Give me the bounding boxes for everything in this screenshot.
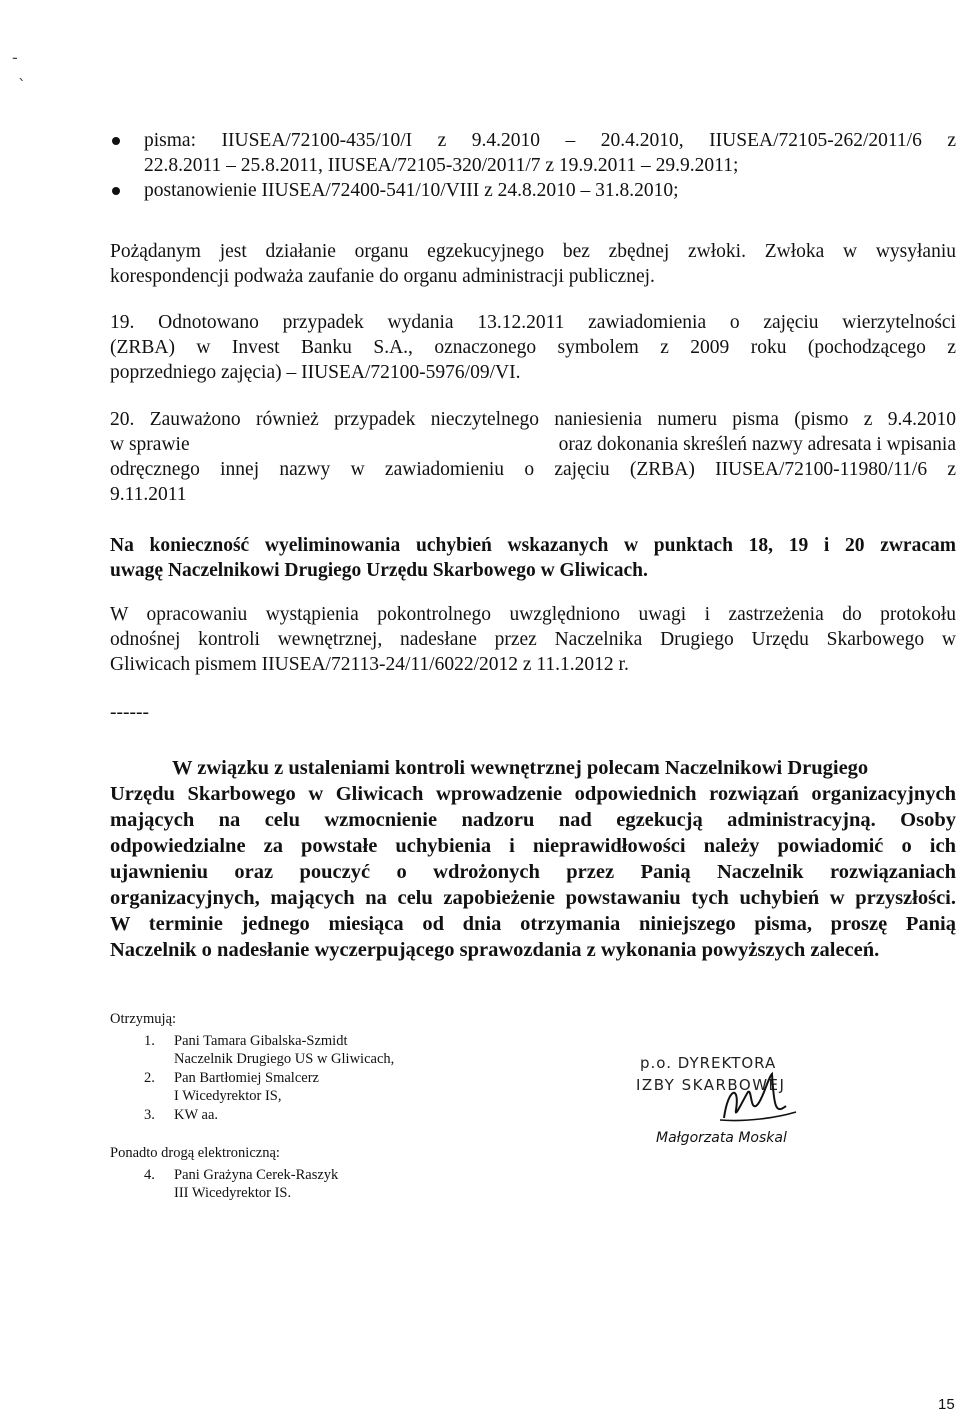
signature-stamp [636, 1048, 836, 1150]
paragraph-bold-remark: Na konieczność wyeliminowania uchybień wskazanych w punktach 18, 19 i 20 zwracam uwagę Naczelnikowi Drugiego Urzędu Skarbowego w Gliwicach. [110, 535, 956, 581]
paragraph-recommendation: W związku z ustaleniami kontroli wewnętrznej polecam Naczelnikowi Drugiego Urzędu Skarbowego w Gliwicach wprowadzenie odpowiednich rozwiązań organizacyjnych mających na celu wzmocnienie nadzoru nad egzekucją administracyjną. Osoby odpowiedzialne za powstałe uchybienia i nieprawidłowości należy powiadomić o ich ujawnieniu oraz pouczyć o wdrożonych przez Panią Naczelnik rozwiązaniach organizacyjnych, mających na celu zapobieżenie powstawaniu tych uchybień w przyszłości. W terminie jednego miesiąca od dnia otrzymania niniejszego pisma, proszę Panią Naczelnik o nadesłanie wyczerpującego sprawozdania z wykonania powyższych zaleceń. [110, 757, 956, 961]
bullet-item: pisma: IIUSEA/72100-435/10/I z 9.4.2010 – 20.4.2010, IIUSEA/72105-262/2011/6 z 22.8.2011 – 25.8.2011, IIUSEA/72105-320/2011/7 z 19.9.2011 – 29.9.2011; [110, 128, 956, 178]
bullet-dot [112, 187, 120, 195]
page-number: 15 [938, 1396, 955, 1413]
scan-mark: ˎ [18, 62, 26, 81]
separator: ------ [110, 702, 149, 723]
signature-underline [720, 1112, 796, 1121]
recipient-item: 1. Pani Tamara Gibalska-Szmidt Naczelnik Drugiego US w Gliwicach, [144, 1032, 395, 1067]
recipients-block [110, 1010, 510, 1203]
recipient-item: 2. Pan Bartłomiej Smalcerz I Wicedyrektor IS, [144, 1069, 319, 1104]
recipients-heading: Otrzymują: [110, 1011, 177, 1027]
signature-stamp-graphic [636, 1048, 836, 1150]
stamp-line-1: p.o. DYREKTORA [640, 1054, 777, 1072]
paragraph-20: 20. Zauważono również przypadek nieczytelnego naniesienia numeru pisma (pismo z 9.4.2010 w sprawie oraz dokonania skreśleń nazwy adresata i wpisania odręcznego innej nazwy w zawiadomieniu o zajęciu (ZRBA) IIUSEA/72100-11980/11/6 z 9.11.2011 [110, 409, 956, 505]
bullet-dot [112, 137, 120, 145]
stamp-line-2: IZBY SKARBOWEJ [636, 1076, 786, 1094]
recipient-item: 4. Pani Grażyna Cerek-Raszyk III Wicedyrektor IS. [144, 1166, 339, 1201]
bullet-list [110, 128, 956, 203]
recipient-item: 3. KW aa. [144, 1106, 219, 1123]
bullet-item: postanowienie IIUSEA/72400-541/10/VIII z 24.8.2010 – 31.8.2010; [110, 178, 956, 203]
paragraph-19: 19. Odnotowano przypadek wydania 13.12.2011 zawiadomienia o zajęciu wierzytelności (ZRBA) w Invest Banku S.A., oznaczonego symbolem z 2009 roku (pochodzącego z poprzedniego zajęcia) – IIUSEA/72100-5976/09/VI. [110, 312, 956, 383]
scan-mark: - [12, 48, 18, 67]
paragraph-reply: W opracowaniu wystąpienia pokontrolnego uwzględniono uwagi i zastrzeżenia do protokołu odnośnej kontroli wewnętrznej, nadesłane przez Naczelnika Drugiego Urzędu Skarbowego w Gliwicach pismem IIUSEA/72113-24/11/6022/2012 z 11.1.2012 r. [110, 604, 956, 675]
signatory-name: Małgorzata Moskal [656, 1130, 787, 1146]
paragraph-delay: Pożądanym jest działanie organu egzekucyjnego bez zbędnej zwłoki. Zwłoka w wysyłaniu korespondencji podważa zaufanie do organu administracji publicznej. [110, 241, 956, 287]
electronic-heading: Ponadto drogą elektroniczną: [110, 1145, 280, 1161]
